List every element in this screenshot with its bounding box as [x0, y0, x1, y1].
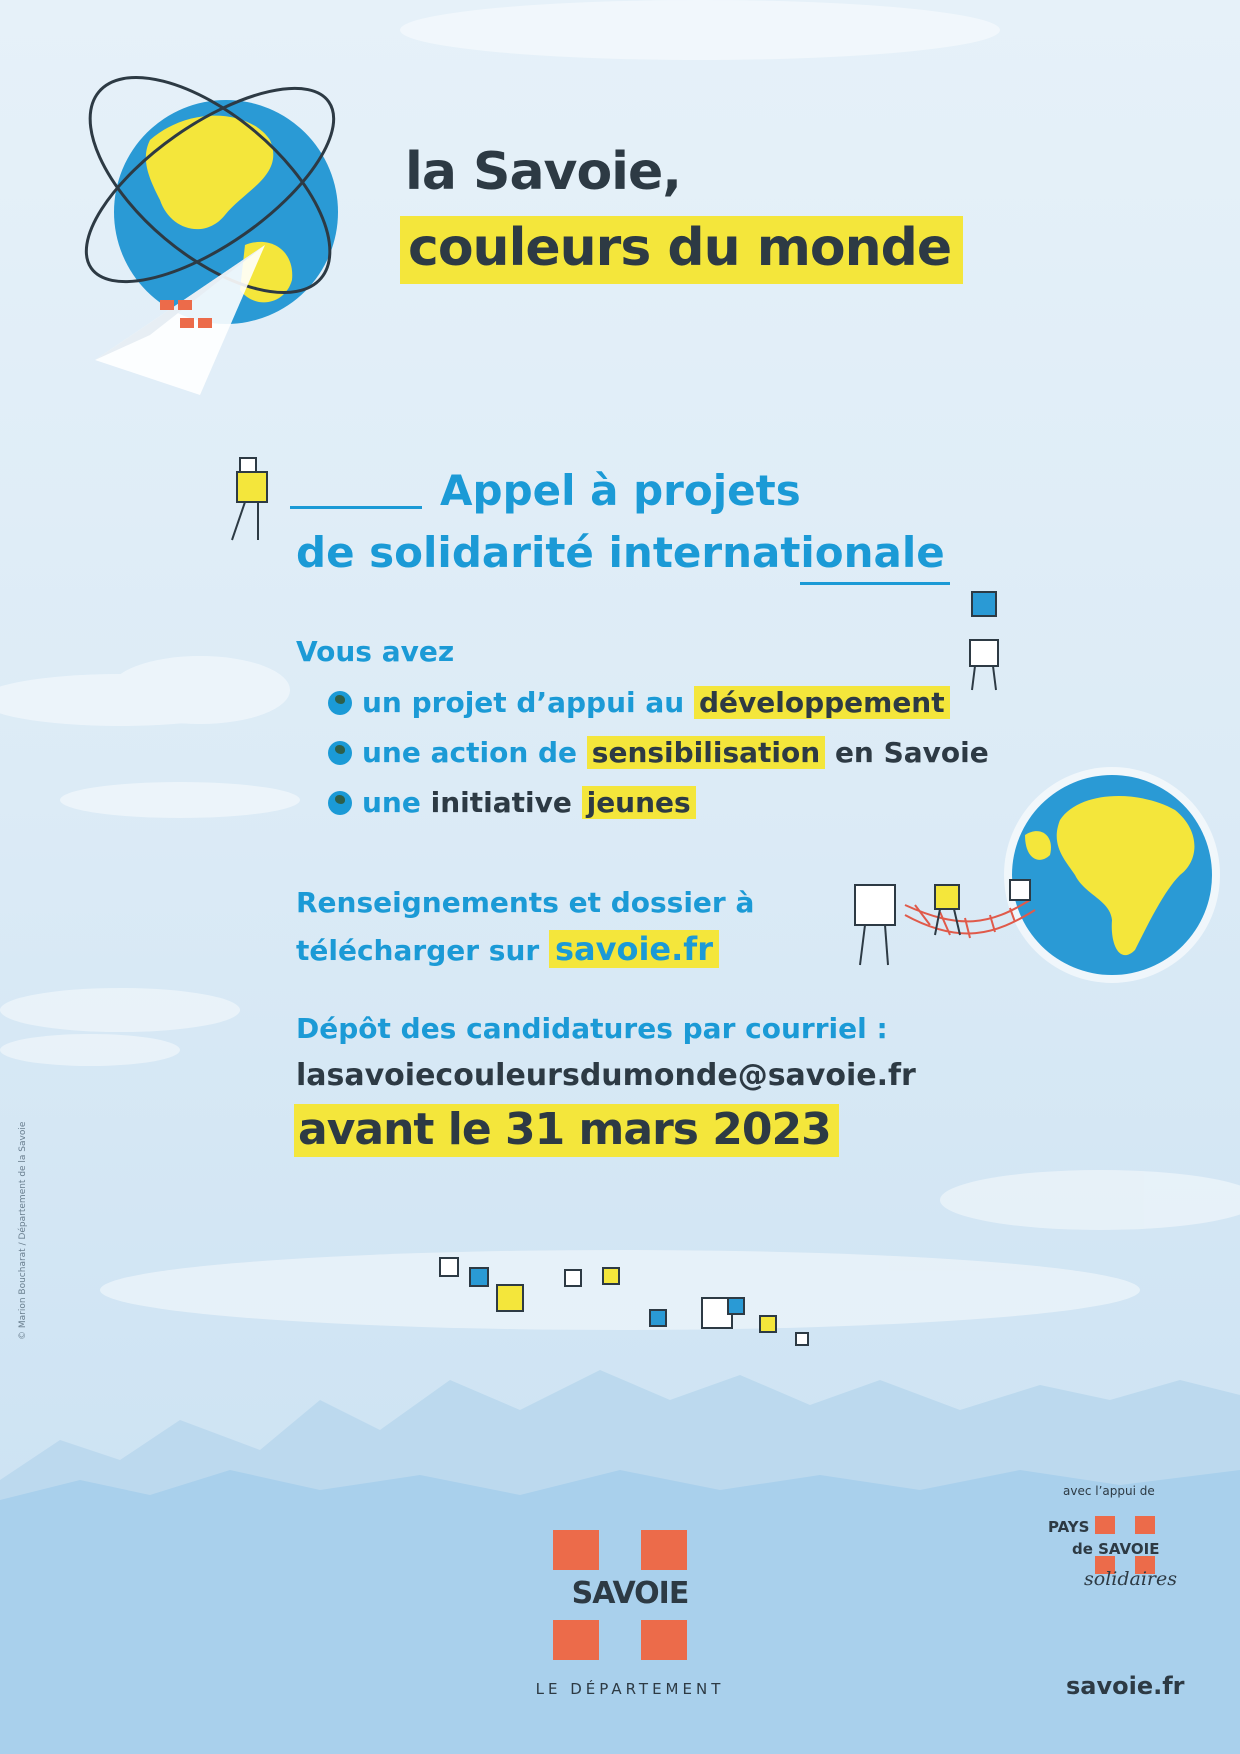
call-title-line-1: Appel à projets [440, 466, 801, 515]
support-label: avec l’appui de [1063, 1484, 1155, 1498]
globe-bullet-icon [328, 741, 352, 765]
figure-stack [970, 592, 998, 690]
footer-website[interactable]: savoie.fr [1066, 1672, 1185, 1700]
partner-logo-square [1135, 1516, 1155, 1534]
globe-illustration-top [54, 38, 366, 395]
bullet-text: une [362, 786, 421, 819]
bullet-highlight: développement [694, 686, 950, 719]
logo-square [553, 1530, 599, 1570]
info-line-1: Renseignements et dossier à [296, 886, 755, 919]
logo-square [641, 1530, 687, 1570]
partner-line-1: PAYS [1048, 1518, 1090, 1536]
title-line-2: couleurs du monde [400, 216, 963, 284]
globe-bullet-icon [328, 791, 352, 815]
intro-text: Vous avez [296, 635, 455, 668]
submission-label: Dépôt des candidatures par courriel : [296, 1012, 888, 1045]
bullet-highlight: jeunes [582, 786, 696, 819]
title-line-1: la Savoie, [405, 142, 682, 202]
bullet-text-dark: initiative [430, 786, 572, 819]
photo-credit: © Marion Boucharat / Département de la Savoie [18, 1121, 28, 1340]
partner-line-2: de SAVOIE [1072, 1540, 1160, 1558]
bullet-text: un projet d’appui au [362, 686, 685, 719]
logo-text: SAVOIE [571, 1576, 689, 1611]
bullet-item-awareness [328, 736, 989, 769]
figure-left [232, 458, 267, 540]
globe-illustration-right [1004, 767, 1220, 983]
decorative-line-left [290, 506, 422, 509]
logo-square [553, 1620, 599, 1660]
bullet-text: une action de [362, 736, 578, 769]
bullet-highlight: sensibilisation [587, 736, 825, 769]
decorative-line-right [800, 582, 950, 585]
globe-bullet-icon [328, 691, 352, 715]
bullet-item-development [328, 686, 950, 719]
bullet-text-post: en Savoie [834, 736, 989, 769]
mountains-front [0, 1470, 1240, 1754]
submission-deadline: avant le 31 mars 2023 [294, 1104, 839, 1157]
call-title-line-2: de solidarité internationale [296, 528, 945, 577]
partner-line-3: solidaires [1084, 1568, 1177, 1590]
bullet-item-youth [328, 786, 696, 819]
partner-logo-square [1095, 1516, 1115, 1534]
info-line-2 [296, 930, 719, 968]
submission-email[interactable]: lasavoiecouleursdumonde@savoie.fr [296, 1058, 916, 1093]
website-link[interactable]: savoie.fr [549, 930, 719, 968]
department-label: LE DÉPARTEMENT [535, 1680, 725, 1698]
info-line-2-text: télécharger sur [296, 934, 540, 967]
logo-square [641, 1620, 687, 1660]
